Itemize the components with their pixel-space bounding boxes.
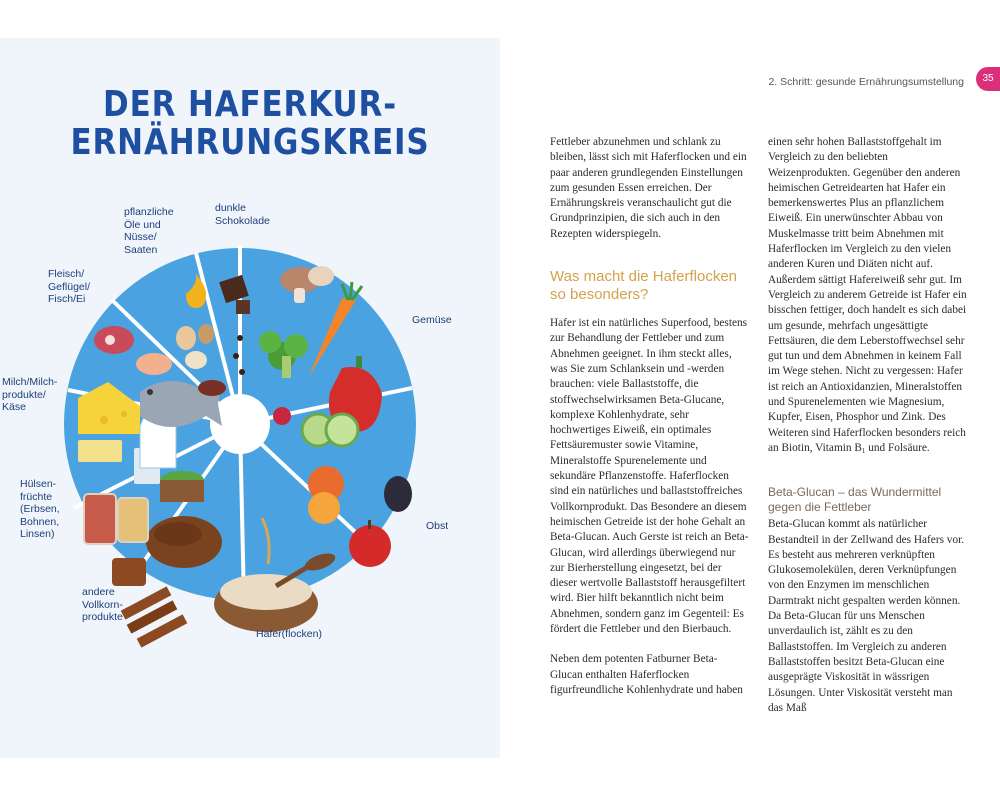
section-heading: Was macht die Haferflocken so besonders? [550, 268, 738, 304]
body-paragraph-4: Beta-Glucan kommt als natürlicher Bestandteil in der Zellwand des Hafers vor. Es besteht aus mehreren verknüpften Glukosemolekülen, deren Verknüpfungen von den Enzymen im menschlichen Darmtrakt nicht gespalten werden können. Da Beta-Glucan für uns Menschen unverdaulich ist, zählt es zu den Ballaststoffen. Im Vergleich zu anderen Ballaststoffen besitzt Beta-Glucan eine ausgeprägte Viskosität in wässrigen Lösungen. Unter Viskosität versteht man das Maß [768, 518, 965, 714]
page-title-line1: DER HAFERKUR- [103, 84, 397, 125]
page-number: 35 [976, 67, 1000, 91]
label-wholegrain: andere Vollkorn- produkte [82, 586, 123, 623]
paragraph-3-end: und Folsäure. [865, 441, 930, 454]
label-dairy: Milch/Milch- produkte/ Käse [2, 376, 58, 413]
label-chocolate: dunkle Schokolade [215, 202, 270, 227]
right-page [500, 38, 1000, 758]
body-paragraph-2: Neben dem potenten Fatburner Beta-Glucan enthalten Haferflocken figurfreundliche Kohlenhydrate und haben [550, 653, 743, 696]
label-vegetables: Gemüse [412, 314, 452, 326]
body-paragraph-1: Hafer ist ein natürliches Superfood, bestens zur Behandlung der Fettleber und zum Abnehmen geeignet. In ihm steckt alles, was Sie zum Schlanksein und -werden brauchen: viele Ballaststoffe, die stoffwechselwirksamen Beta-Glucane, komplexe Kohlenhydrate, sehr hochwertiges Eiweiß, ein optimales Fettsäuremuster sowie Vitamine, Mineralstoffe Spurenelemente und sekundäre Pflanzenstoffe. Haferflocken sind ein natürliches und ballaststoffreiches Vollkornprodukt. Das Besondere an diesem heimischen Getreide ist der hohe Gehalt an Beta-Glucan. Auch Gerste ist reich an Beta-Glucan, wird allerdings überwiegend nur zur Bierherstellung eingesetzt, bei der dieser wertvolle Ballaststoff herausgefiltert wird. Bier hilft bekanntlich nicht beim Abnehmen, sondern ganz im Gegenteil: Es fördert die Fettleber und den Bierbauch. [550, 317, 749, 636]
label-meat-fish: Fleisch/ Geflügel/ Fisch/Ei [48, 268, 91, 305]
subheading: Beta-Glucan – das Wundermittel gegen die Fettleber [768, 485, 942, 515]
left-page [0, 38, 500, 758]
label-oats: Hafer(flocken) [256, 628, 322, 640]
vitamin-subscript: 1 [861, 446, 866, 455]
text-column-left [550, 135, 750, 698]
page-title-line2: ERNÄHRUNGSKREIS [70, 122, 430, 163]
text-column-right [768, 135, 968, 716]
label-oils-nuts: pflanzliche Öle und Nüsse/ Saaten [124, 206, 174, 256]
label-legumes: Hülsen- früchte (Erbsen, Bohnen, Linsen) [20, 478, 60, 540]
nutrition-wheel [0, 38, 500, 758]
intro-paragraph: Fettleber abzunehmen und schlank zu bleiben, lässt sich mit Haferflocken und ein paar anderen grundlegenden Einstellungen zum gesunden Essen erreichen. Der Ernährungskreis veranschaulicht gut die Grundprinzipien, die sich auch in den Rezepten widerspiegeln. [550, 136, 747, 240]
body-paragraph-3 [768, 135, 968, 459]
paragraph-3-text: einen sehr hohen Ballaststoffgehalt im Vergleich zu den beliebten Weizenprodukten. Gegenüber den anderen heimischen Getreidearten hat Hafer ein bemerkenswertes Plus an pflanzlichem Eiweiß. Ein unerwünschter Abbau von Muskelmasse tritt beim Abnehmen mit Haferflocken im Vergleich zu den vielen anderen Kuren und Diäten nicht auf. Außerdem sättigt Hafereiweiß sehr gut. Im Vergleich zu anderem Getreide ist Hafer ein bisschen fettiger, doch handelt es sich dabei um gesunde, mehrfach ungesättigte Fettsäuren, die dem Leberstoffwechsel sehr gut tun und dem Abnehmen in keinem Fall im Wege stehen. Nicht zu vergessen: Hafer ist reich an Antioxidanzien, Mineralstoffen und Spurenelementen wie Magnesium, Kupfer, Eisen, Phosphor und Zink. Des Weiteren sind Haferflocken besonders reich an Biotin, Vitamin B [768, 136, 967, 454]
running-head: 2. Schritt: gesunde Ernährungsumstellung [768, 76, 964, 88]
label-fruit: Obst [426, 520, 449, 532]
